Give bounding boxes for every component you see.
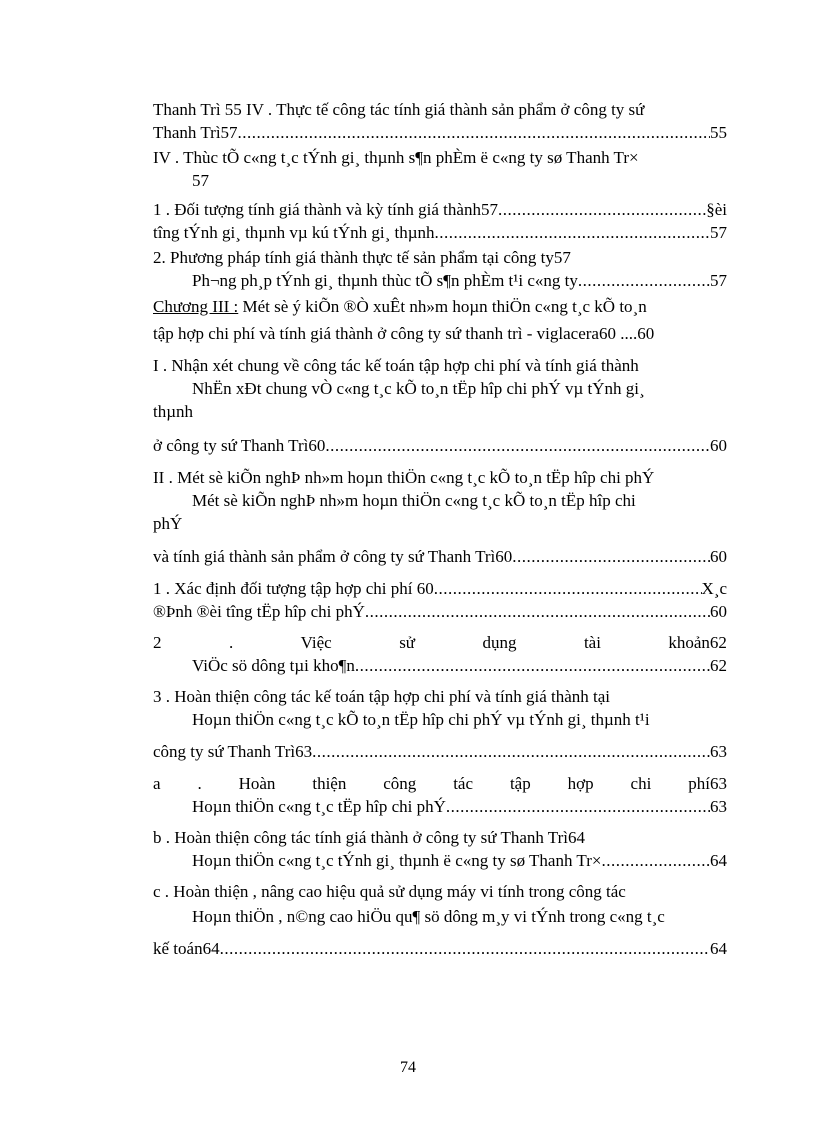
toc-line: phÝ (153, 514, 183, 533)
chapter-label: Chương III : (153, 297, 239, 316)
toc-line: Mét sè kiÕn nghÞ nh»m hoµn thiÖn c«ng t¸c kÕ to¸n tËp hîp chi (192, 491, 636, 510)
toc-line: thµnh (153, 402, 194, 421)
leader-dots (601, 850, 710, 872)
leader-dots (355, 655, 710, 677)
leader-dots (312, 741, 710, 763)
toc-line: Thanh Trì 55 IV . Thực tế công tác tính giá thành sản phẩm ở công ty sứ (153, 100, 645, 119)
toc-line: I . Nhận xét chung về công tác kế toán tập hợp chi phí và tính giá thành (153, 356, 639, 375)
toc-line: Chương III : Mét sè ý kiÕn ®Ò xuÊt nh»m hoµn thiÖn c«ng t¸c kÕ to¸n (153, 297, 647, 316)
toc-line: 2. Phương pháp tính giá thành thực tế sản phẩm tại công ty57 (153, 248, 571, 267)
toc-line: Hoµn thiÖn , n©ng cao hiÖu qu¶ sö dông m¸y vi tÝnh trong c«ng t¸c (192, 907, 665, 926)
toc-line: c . Hoàn thiện , nâng cao hiệu quả sử dụng máy vi tính trong công tác (153, 882, 626, 901)
toc-line: IV . Thùc tÕ c«ng t¸c tÝnh gi¸ thµnh s¶n phÈm ë c«ng ty sø Thanh Tr× (153, 148, 639, 167)
toc-line: kế toán64 ..... 64 (153, 938, 727, 960)
toc-line: ở công ty sứ Thanh Trì60 ..... 60 (153, 435, 727, 457)
leader-dots (435, 222, 710, 244)
toc-line: và tính giá thành sản phẩm ở công ty sứ Thanh Trì60 ..... 60 (153, 546, 727, 568)
toc-line: 57 (192, 171, 209, 190)
toc-line: II . Mét sè kiÕn nghÞ nh»m hoµn thiÖn c«ng t¸c kÕ to¸n tËp hîp chi phÝ (153, 468, 655, 487)
toc-line: ViÖc sö dông tµi kho¶n ..... 62 (192, 655, 727, 677)
page-number: 74 (400, 1059, 416, 1076)
toc-line: NhËn xÐt chung vÒ c«ng t¸c kÕ to¸n tËp hîp chi phÝ vµ tÝnh gi¸ (192, 379, 645, 398)
toc-line: tîng tÝnh gi¸ thµnh vµ kú tÝnh gi¸ thµnh ..... 57 (153, 222, 727, 244)
leader-dots (498, 199, 706, 221)
toc-line: Hoµn thiÖn c«ng t¸c tËp hîp chi phÝ ..... 63 (192, 796, 727, 818)
toc-line: a . Hoàn thiện công tác tập hợp chi phí63 (153, 774, 727, 793)
leader-dots (325, 435, 710, 457)
leader-dots (220, 938, 710, 960)
toc-line: b . Hoàn thiện công tác tính giá thành ở công ty sứ Thanh Trì64 (153, 828, 585, 847)
leader-dots (365, 601, 710, 623)
toc-line: 3 . Hoàn thiện công tác kế toán tập hợp chi phí và tính giá thành tại (153, 687, 611, 706)
toc-line: Hoµn thiÖn c«ng t¸c tÝnh gi¸ thµnh ë c«ng ty sø Thanh Tr× ..... 64 (192, 850, 727, 872)
toc-line: công ty sứ Thanh Trì63 ..... 63 (153, 741, 727, 763)
toc-line: Ph¬ng ph¸p tÝnh gi¸ thµnh thùc tÕ s¶n phÈm t¹i c«ng ty ..... 57 (192, 270, 727, 292)
leader-dots (434, 578, 702, 600)
toc-line: ®Þnh ®èi tîng tËp hîp chi phÝ ..... 60 (153, 601, 727, 623)
leader-dots (238, 122, 710, 144)
toc-line: 1 . Đối tượng tính giá thành và kỳ tính giá thành57 ..... §èi (153, 199, 727, 221)
toc-line: Hoµn thiÖn c«ng t¸c kÕ to¸n tËp hîp chi phÝ vµ tÝnh gi¸ thµnh t¹i (192, 710, 650, 729)
toc-line: 1 . Xác định đối tượng tập hợp chi phí 60 ..... X¸c (153, 578, 727, 600)
toc-line: Thanh Trì57 ..... 55 (153, 122, 727, 144)
leader-dots (446, 796, 710, 818)
leader-dots (512, 546, 710, 568)
leader-dots (578, 270, 710, 292)
toc-line: 2 . Việc sử dụng tài khoản62 (153, 633, 727, 652)
toc-line: tập hợp chi phí và tính giá thành ở công ty sứ thanh trì - viglacera60 ....60 (153, 324, 655, 343)
